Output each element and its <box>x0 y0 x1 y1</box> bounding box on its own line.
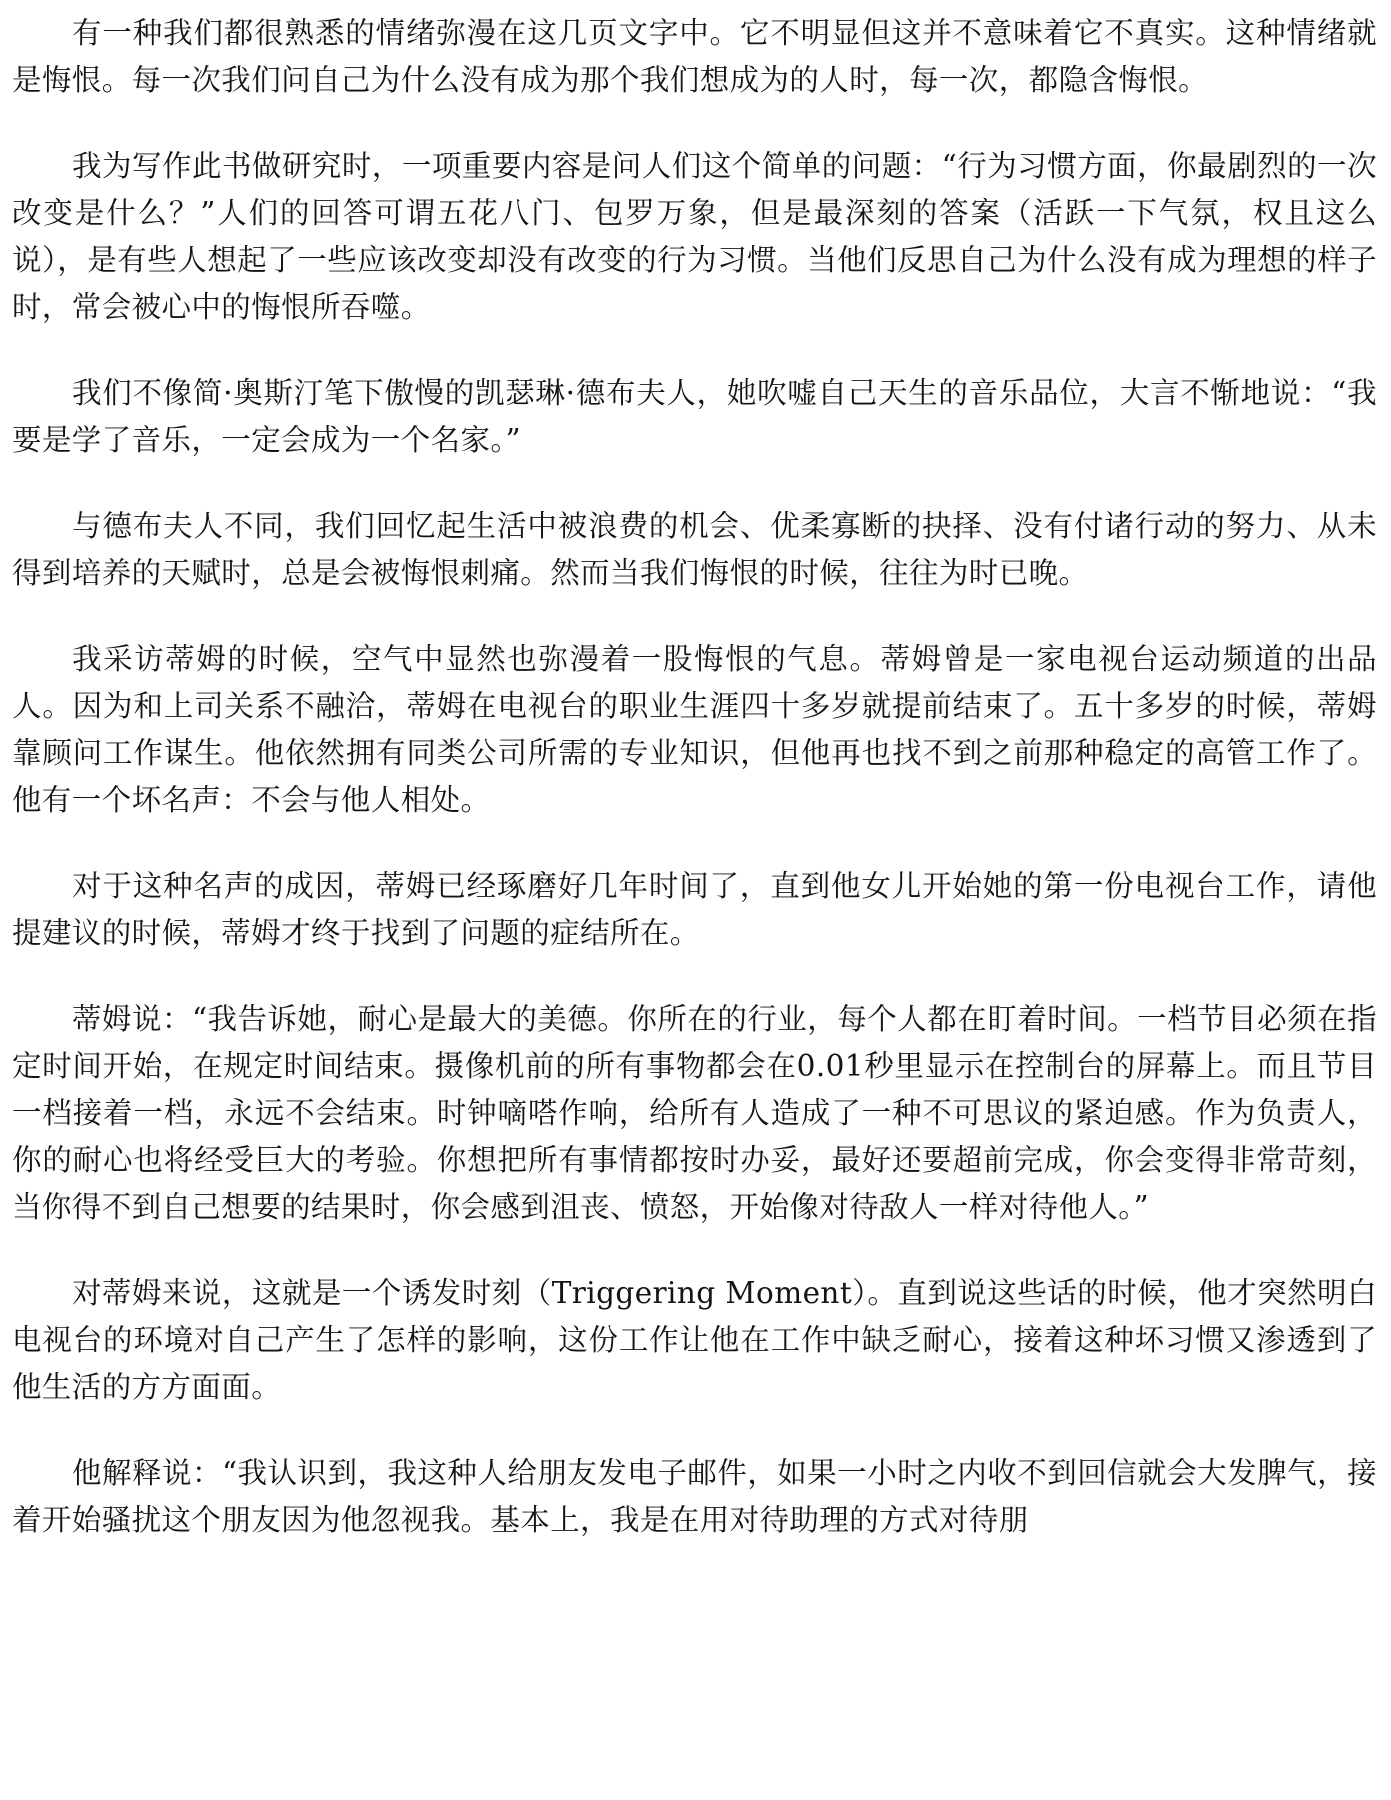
paragraph-tim-explanation: 他解释说：“我认识到，我这种人给朋友发电子邮件，如果一小时之内收不到回信就会大发脾气，接着开始骚扰这个朋友因为他忽视我。基本上，我是在用对待助理的方式对待朋 <box>12 1456 1377 1537</box>
paragraph-tim-reputation: 对于这种名声的成因，蒂姆已经琢磨好几年时间了，直到他女儿开始她的第一份电视台工作，请他提建议的时候，蒂姆才终于找到了问题的症结所在。 <box>12 869 1377 950</box>
paragraph-lady-catherine: 我们不像简·奥斯汀笔下傲慢的凯瑟琳·德布夫人，她吹嘘自己天生的音乐品位，大言不惭地说：“我要是学了音乐，一定会成为一个名家。” <box>12 376 1377 457</box>
paragraph-regret-intro: 有一种我们都很熟悉的情绪弥漫在这几页文字中。它不明显但这并不意味着它不真实。这种情绪就是悔恨。每一次我们问自己为什么没有成为那个我们想成为的人时，每一次，都隐含悔恨。 <box>12 16 1377 97</box>
paragraph-research-question: 我为写作此书做研究时，一项重要内容是问人们这个简单的问题：“行为习惯方面，你最剧烈的一次改变是什么？”人们的回答可谓五花八门、包罗万象，但是最深刻的答案（活跃一下气氛，权且这么说），是有些人想起了一些应该改变却没有改变的行为习惯。当他们反思自己为什么没有成为理想的样子时，常会被心中的悔恨所吞噬。 <box>12 149 1377 324</box>
paragraph-triggering-moment: 对蒂姆来说，这就是一个诱发时刻（Triggering Moment）。直到说这些话的时候，他才突然明白电视台的环境对自己产生了怎样的影响，这份工作让他在工作中缺乏耐心，接着这种坏习惯又渗透到了他生活的方方面面。 <box>12 1276 1377 1404</box>
paragraph-wasted-chances: 与德布夫人不同，我们回忆起生活中被浪费的机会、优柔寡断的抉择、没有付诸行动的努力、从未得到培养的天赋时，总是会被悔恨刺痛。然而当我们悔恨的时候，往往为时已晚。 <box>12 509 1377 590</box>
paragraph-tim-interview: 我采访蒂姆的时候，空气中显然也弥漫着一股悔恨的气息。蒂姆曾是一家电视台运动频道的出品人。因为和上司关系不融洽，蒂姆在电视台的职业生涯四十多岁就提前结束了。五十多岁的时候，蒂姆靠顾问工作谋生。他依然拥有同类公司所需的专业知识，但他再也找不到之前那种稳定的高管工作了。他有一个坏名声：不会与他人相处。 <box>12 642 1377 817</box>
paragraph-tim-advice-quote: 蒂姆说：“我告诉她，耐心是最大的美德。你所在的行业，每个人都在盯着时间。一档节目必须在指定时间开始，在规定时间结束。摄像机前的所有事物都会在0.01秒里显示在控制台的屏幕上。而且节目一档接着一档，永远不会结束。时钟嘀嗒作响，给所有人造成了一种不可思议的紧迫感。作为负责人，你的耐心也将经受巨大的考验。你想把所有事情都按时办妥，最好还要超前完成，你会变得非常苛刻，当你得不到自己想要的结果时，你会感到沮丧、愤怒，开始像对待敌人一样对待他人。” <box>12 1002 1377 1224</box>
